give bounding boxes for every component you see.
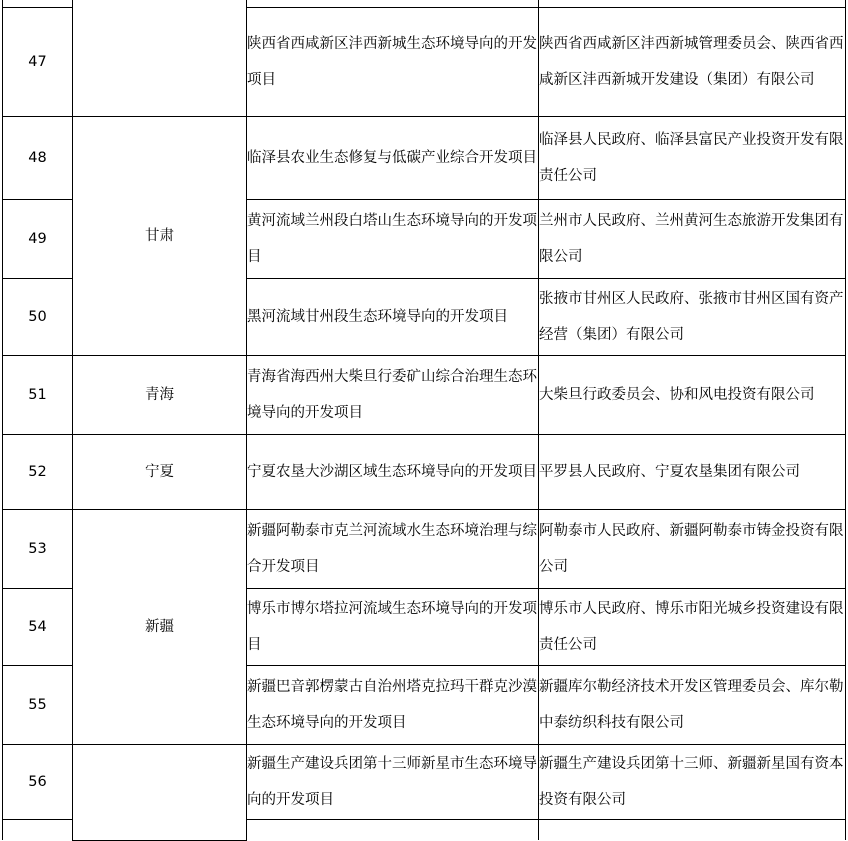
organization-cell: 陕西省西咸新区沣西新城管理委员会、陕西省西咸新区沣西新城开发建设（集团）有限公司	[539, 8, 846, 117]
province-cell-shaanxi-group	[73, 0, 247, 117]
project-name-cell: 新疆阿勒泰市克兰河流域水生态环境治理与综合开发项目	[247, 510, 539, 589]
project-name-cell: 新疆巴音郭楞蒙古自治州塔克拉玛干群克沙漠生态环境导向的开发项目	[247, 666, 539, 745]
organization-cell: 博乐市人民政府、博乐市阳光城乡投资建设有限责任公司	[539, 589, 846, 666]
organization-cell: 平罗县人民政府、宁夏农垦集团有限公司	[539, 435, 846, 510]
province-cell-qinghai: 青海	[73, 356, 247, 435]
row-number-cell: 47	[3, 8, 73, 117]
organization-cell: 兰州市人民政府、兰州黄河生态旅游开发集团有限公司	[539, 200, 846, 279]
row-number-cell: 49	[3, 200, 73, 279]
row-number-cell-partial	[3, 0, 73, 8]
row-number-cell: 50	[3, 279, 73, 356]
project-name-cell: 青海省海西州大柴旦行委矿山综合治理生态环境导向的开发项目	[247, 356, 539, 435]
province-cell-gansu: 甘肃	[73, 117, 247, 356]
project-name-cell: 新疆生产建设兵团第十三师新星市生态环境导向的开发项目	[247, 745, 539, 820]
eod-project-table	[2, 0, 846, 841]
organization-cell: 大柴旦行政委员会、协和风电投资有限公司	[539, 356, 846, 435]
row-number-cell: 51	[3, 356, 73, 435]
row-number-cell: 54	[3, 589, 73, 666]
project-name-cell: 陕西省西咸新区沣西新城生态环境导向的开发项目	[247, 8, 539, 117]
row-number-cell: 48	[3, 117, 73, 200]
project-name-cell: 黄河流域兰州段白塔山生态环境导向的开发项目	[247, 200, 539, 279]
table-row-51	[3, 356, 846, 435]
organization-cell: 新疆库尔勒经济技术开发区管理委员会、库尔勒中泰纺织科技有限公司	[539, 666, 846, 745]
project-name-cell: 博乐市博尔塔拉河流域生态环境导向的开发项目	[247, 589, 539, 666]
row-number-cell-partial	[3, 820, 73, 841]
project-name-cell: 临泽县农业生态修复与低碳产业综合开发项目	[247, 117, 539, 200]
organization-cell: 阿勒泰市人民政府、新疆阿勒泰市铸金投资有限公司	[539, 510, 846, 589]
organization-cell: 新疆生产建设兵团第十三师、新疆新星国有资本投资有限公司	[539, 745, 846, 820]
organization-cell: 临泽县人民政府、临泽县富民产业投资开发有限责任公司	[539, 117, 846, 200]
table-row-partial-top	[3, 0, 846, 8]
province-cell-ningxia: 宁夏	[73, 435, 247, 510]
row-number-cell: 55	[3, 666, 73, 745]
organization-cell-partial	[539, 820, 846, 841]
province-cell-xinjiang: 新疆	[73, 510, 247, 745]
province-cell-bingtuan-group	[73, 745, 247, 841]
organization-cell-partial	[539, 0, 846, 8]
table-row-56	[3, 745, 846, 820]
row-number-cell: 53	[3, 510, 73, 589]
table-row-52	[3, 435, 846, 510]
row-number-cell: 52	[3, 435, 73, 510]
table-row-53	[3, 510, 846, 589]
project-name-cell-partial	[247, 0, 539, 8]
table-row-48	[3, 117, 846, 200]
row-number-cell: 56	[3, 745, 73, 820]
project-name-cell: 宁夏农垦大沙湖区域生态环境导向的开发项目	[247, 435, 539, 510]
project-name-cell-partial	[247, 820, 539, 841]
organization-cell: 张掖市甘州区人民政府、张掖市甘州区国有资产经营（集团）有限公司	[539, 279, 846, 356]
project-name-cell: 黑河流域甘州段生态环境导向的开发项目	[247, 279, 539, 356]
